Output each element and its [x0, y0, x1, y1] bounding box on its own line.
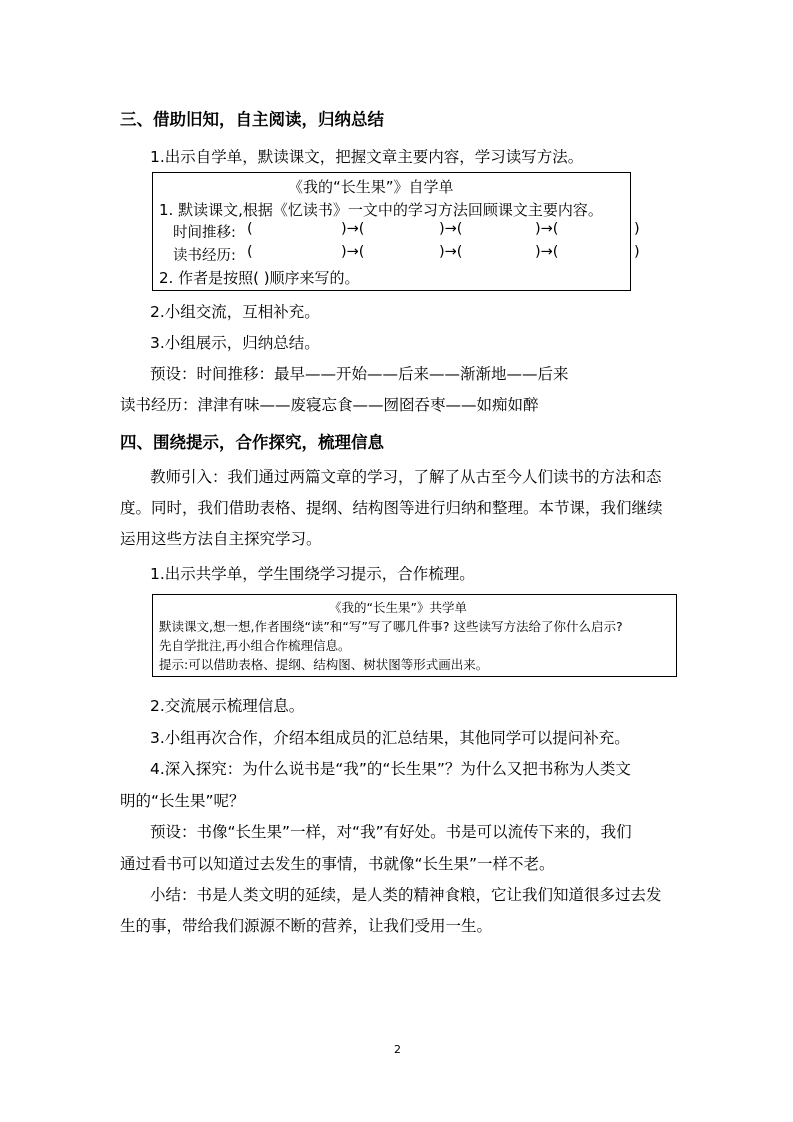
self-study-sheet-title: 《我的“长生果”》自学单	[288, 178, 454, 196]
section3-step2: 2.小组交流，互相补充。	[150, 303, 320, 321]
section4-step4-line1: 4.深入探究：为什么说书是“我”的“长生果”？为什么又把书称为人类文	[150, 760, 631, 778]
co-study-line2: 先自学批注,再小组合作梳理信息。	[159, 638, 351, 653]
section3-step3: 3.小组展示，归纳总结。	[150, 334, 320, 352]
section4-intro-line1: 教师引入：我们通过两篇文章的学习，了解了从古至今人们读书的方法和态	[150, 468, 662, 486]
co-study-line3: 提示:可以借助表格、提纲、结构图、树状图等形式画出来。	[159, 657, 489, 672]
reading-row	[173, 244, 640, 264]
arrow-cell: )→(	[439, 221, 463, 237]
reading-row-label: 读书经历:	[173, 248, 236, 264]
co-study-sheet-title: 《我的“长生果”》共学单	[329, 600, 467, 615]
section3-heading: 三、借助旧知，自主阅读，归纳总结	[120, 110, 384, 129]
self-study-q1: 1. 默读课文,根据《忆读书》一文中的学习方法回顾课文主要内容。	[159, 201, 603, 219]
arrow-cell: )→(	[439, 244, 463, 260]
section4-step3: 3.小组再次合作，介绍本组成员的汇总结果，其他同学可以提问补充。	[150, 729, 630, 747]
co-study-line1: 默读课文,想一想,作者围绕“读”和“写”写了哪几件事? 这些读写方法给了你什么启示?	[159, 619, 623, 634]
page-number: 2	[394, 1043, 401, 1056]
arrow-cell: )→(	[341, 221, 365, 237]
section4-summary-line2: 生的事，带给我们源源不断的营养，让我们受用一生。	[120, 917, 493, 935]
section4-intro-line2: 度。同时，我们借助表格、提纲、结构图等进行归纳和整理。本节课，我们继续	[120, 499, 663, 517]
arrow-cell: )→(	[341, 244, 365, 260]
arrow-cell: )→(	[535, 221, 559, 237]
time-row-label: 时间推移:	[173, 225, 236, 241]
section3-preset2: 读书经历：津津有味——废寝忘食——囫囵吞枣——如痴如醉	[120, 396, 539, 414]
self-study-sheet	[152, 172, 640, 291]
arrow-cell: )→(	[535, 244, 559, 260]
blank-cell: (	[247, 221, 253, 237]
section4-step2: 2.交流展示梳理信息。	[150, 697, 305, 715]
section4-step1: 1.出示共学单，学生围绕学习提示，合作梳理。	[150, 565, 475, 583]
section4-intro-line3: 运用这些方法自主探究学习。	[120, 530, 322, 548]
self-study-q2: 2. 作者是按照( )顺序来写的。	[159, 269, 360, 287]
co-study-sheet	[152, 594, 677, 677]
section4-preset-line2: 通过看书可以知道过去发生的事情，书就像“长生果”一样不老。	[120, 855, 555, 873]
time-row	[173, 221, 640, 241]
section3-step1: 1.出示自学单，默读课文，把握文章主要内容，学习读写方法。	[150, 148, 584, 166]
section3-preset1: 预设：时间推移：最早——开始——后来——渐渐地——后来	[150, 365, 569, 383]
blank-cell: (	[247, 244, 253, 260]
section4-summary-line1: 小结：书是人类文明的延续，是人类的精神食粮，它让我们知道很多过去发	[150, 886, 662, 904]
blank-cell: )	[634, 221, 640, 237]
section4-heading: 四、围绕提示，合作探究，梳理信息	[120, 433, 384, 452]
section4-step4-line2: 明的“长生果”呢？	[120, 792, 245, 810]
section4-preset-line1: 预设：书像“长生果”一样，对“我”有好处。书是可以流传下来的，我们	[150, 823, 632, 841]
blank-cell: )	[634, 244, 640, 260]
